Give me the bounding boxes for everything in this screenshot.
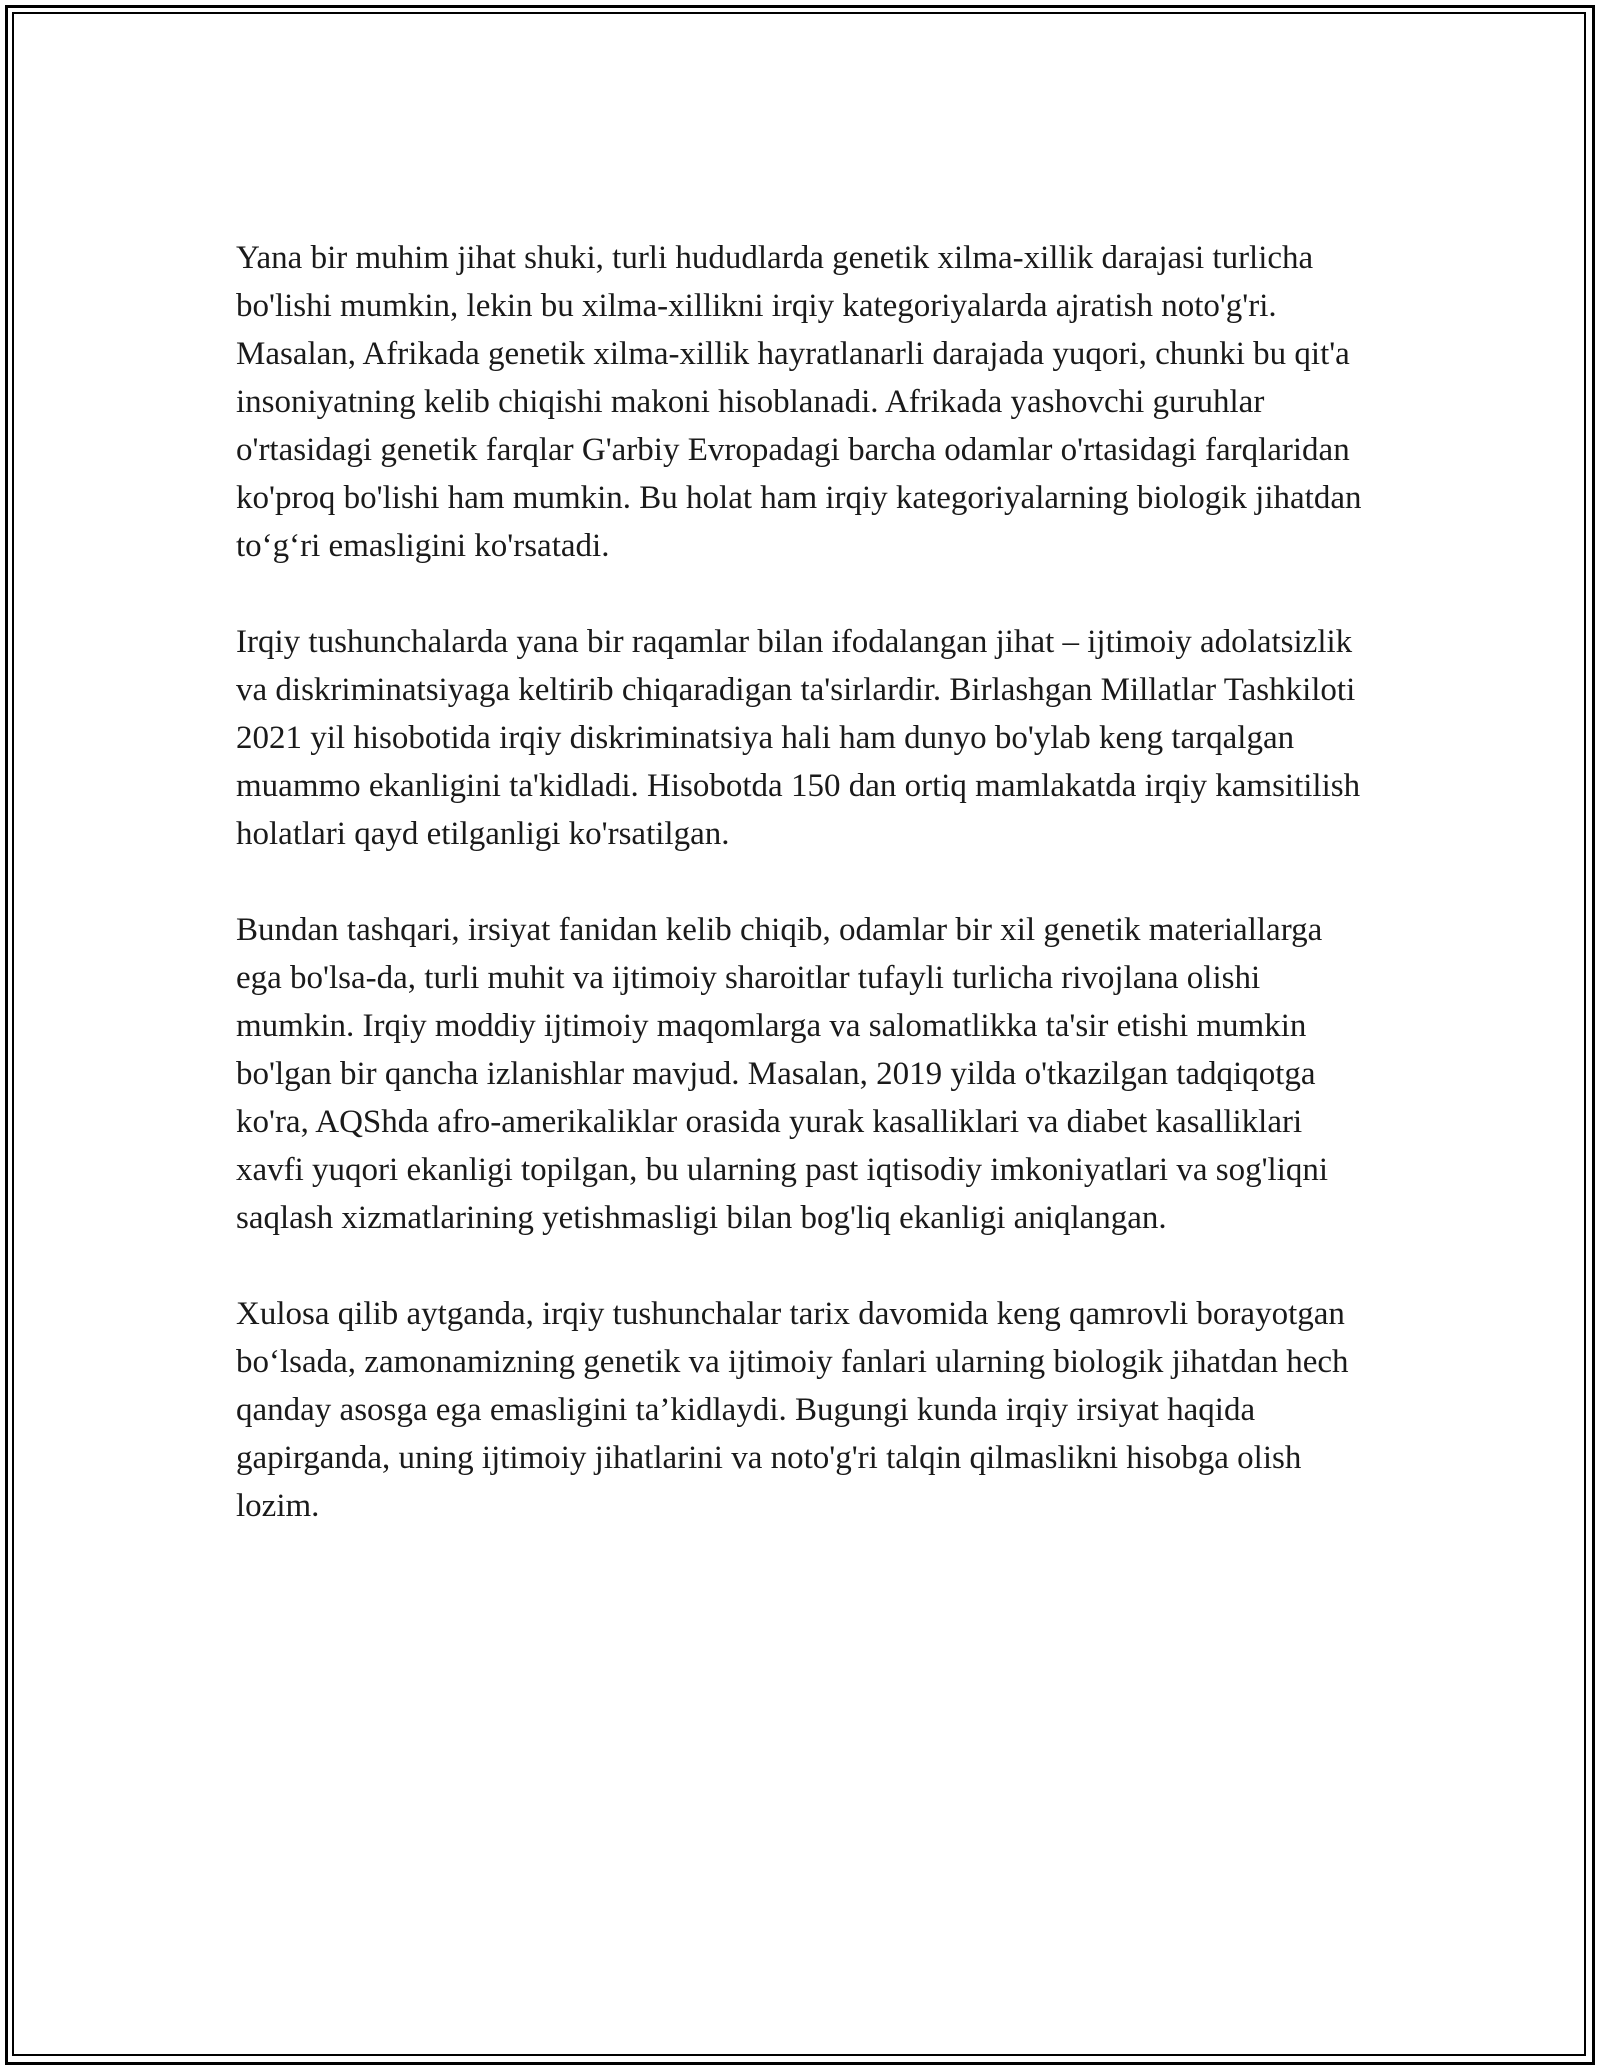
paragraph-environment-health: Bundan tashqari, irsiyat fanidan kelib chiqib, odamlar bir xil genetik materiallarga ega bo'lsa-da, turli muhit va ijtimoiy sharoitlar tufayli turlicha rivojlana olishi mumkin. Irqiy moddiy ijtimoiy maqomlarga va salomatlikka ta'sir etishi mumkin bo'lgan bir qancha izlanishlar mavjud. Masalan, 2019 yilda o'tkazilgan tadqiqotga ko'ra, AQShda afro-amerikaliklar orasida yurak kasalliklari va diabet kasalliklari xavfi yuqori ekanligi topilgan, bu ularning past iqtisodiy imkoniyatlari va sog'liqni saqlash xizmatlarining yetishmasligi bilan bog'liq ekanligi aniqlangan. [236, 912, 1329, 1236]
paragraph-genetic-diversity: Yana bir muhim jihat shuki, turli hududlarda genetik xilma-xillik darajasi turlicha bo'lishi mumkin, lekin bu xilma-xillikni irqiy kategoriyalarda ajratish noto'g'ri. Masalan, Afrikada genetik xilma-xillik hayratlanarli darajada yuqori, chunki bu qit'a insoniyatning kelib chiqishi makoni hisoblanadi. Afrikada yashovchi guruhlar o'rtasidagi genetik farqlar G'arbiy Evropadagi barcha odamlar o'rtasidagi farqlaridan ko'proq bo'lishi ham mumkin. Bu holat ham irqiy kategoriyalarning biologik jihatdan to‘g‘ri emasligini ko'rsatadi. [236, 240, 1362, 564]
paragraph-discrimination: Irqiy tushunchalarda yana bir raqamlar bilan ifodalangan jihat – ijtimoiy adolatsizlik va diskriminatsiyaga keltirib chiqaradigan ta'sirlardir. Birlashgan Millatlar Tashkiloti 2021 yil hisobotida irqiy diskriminatsiya hali ham dunyo bo'ylab keng tarqalgan muammo ekanligini ta'kidladi. Hisobotda 150 dan ortiq mamlakatda irqiy kamsitilish holatlari qayd etilganligi ko'rsatilgan. [236, 624, 1361, 852]
document-body [236, 234, 1366, 1578]
paragraph-conclusion: Xulosa qilib aytganda, irqiy tushunchalar tarix davomida keng qamrovli borayotgan bo‘lsada, zamonamizning genetik va ijtimoiy fanlari ularning biologik jihatdan hech qanday asosga ega emasligini ta’kidlaydi. Bugungi kunda irqiy irsiyat haqida gapirganda, uning ijtimoiy jihatlarini va noto'g'ri talqin qilmaslikni hisobga olish lozim. [236, 1296, 1349, 1524]
